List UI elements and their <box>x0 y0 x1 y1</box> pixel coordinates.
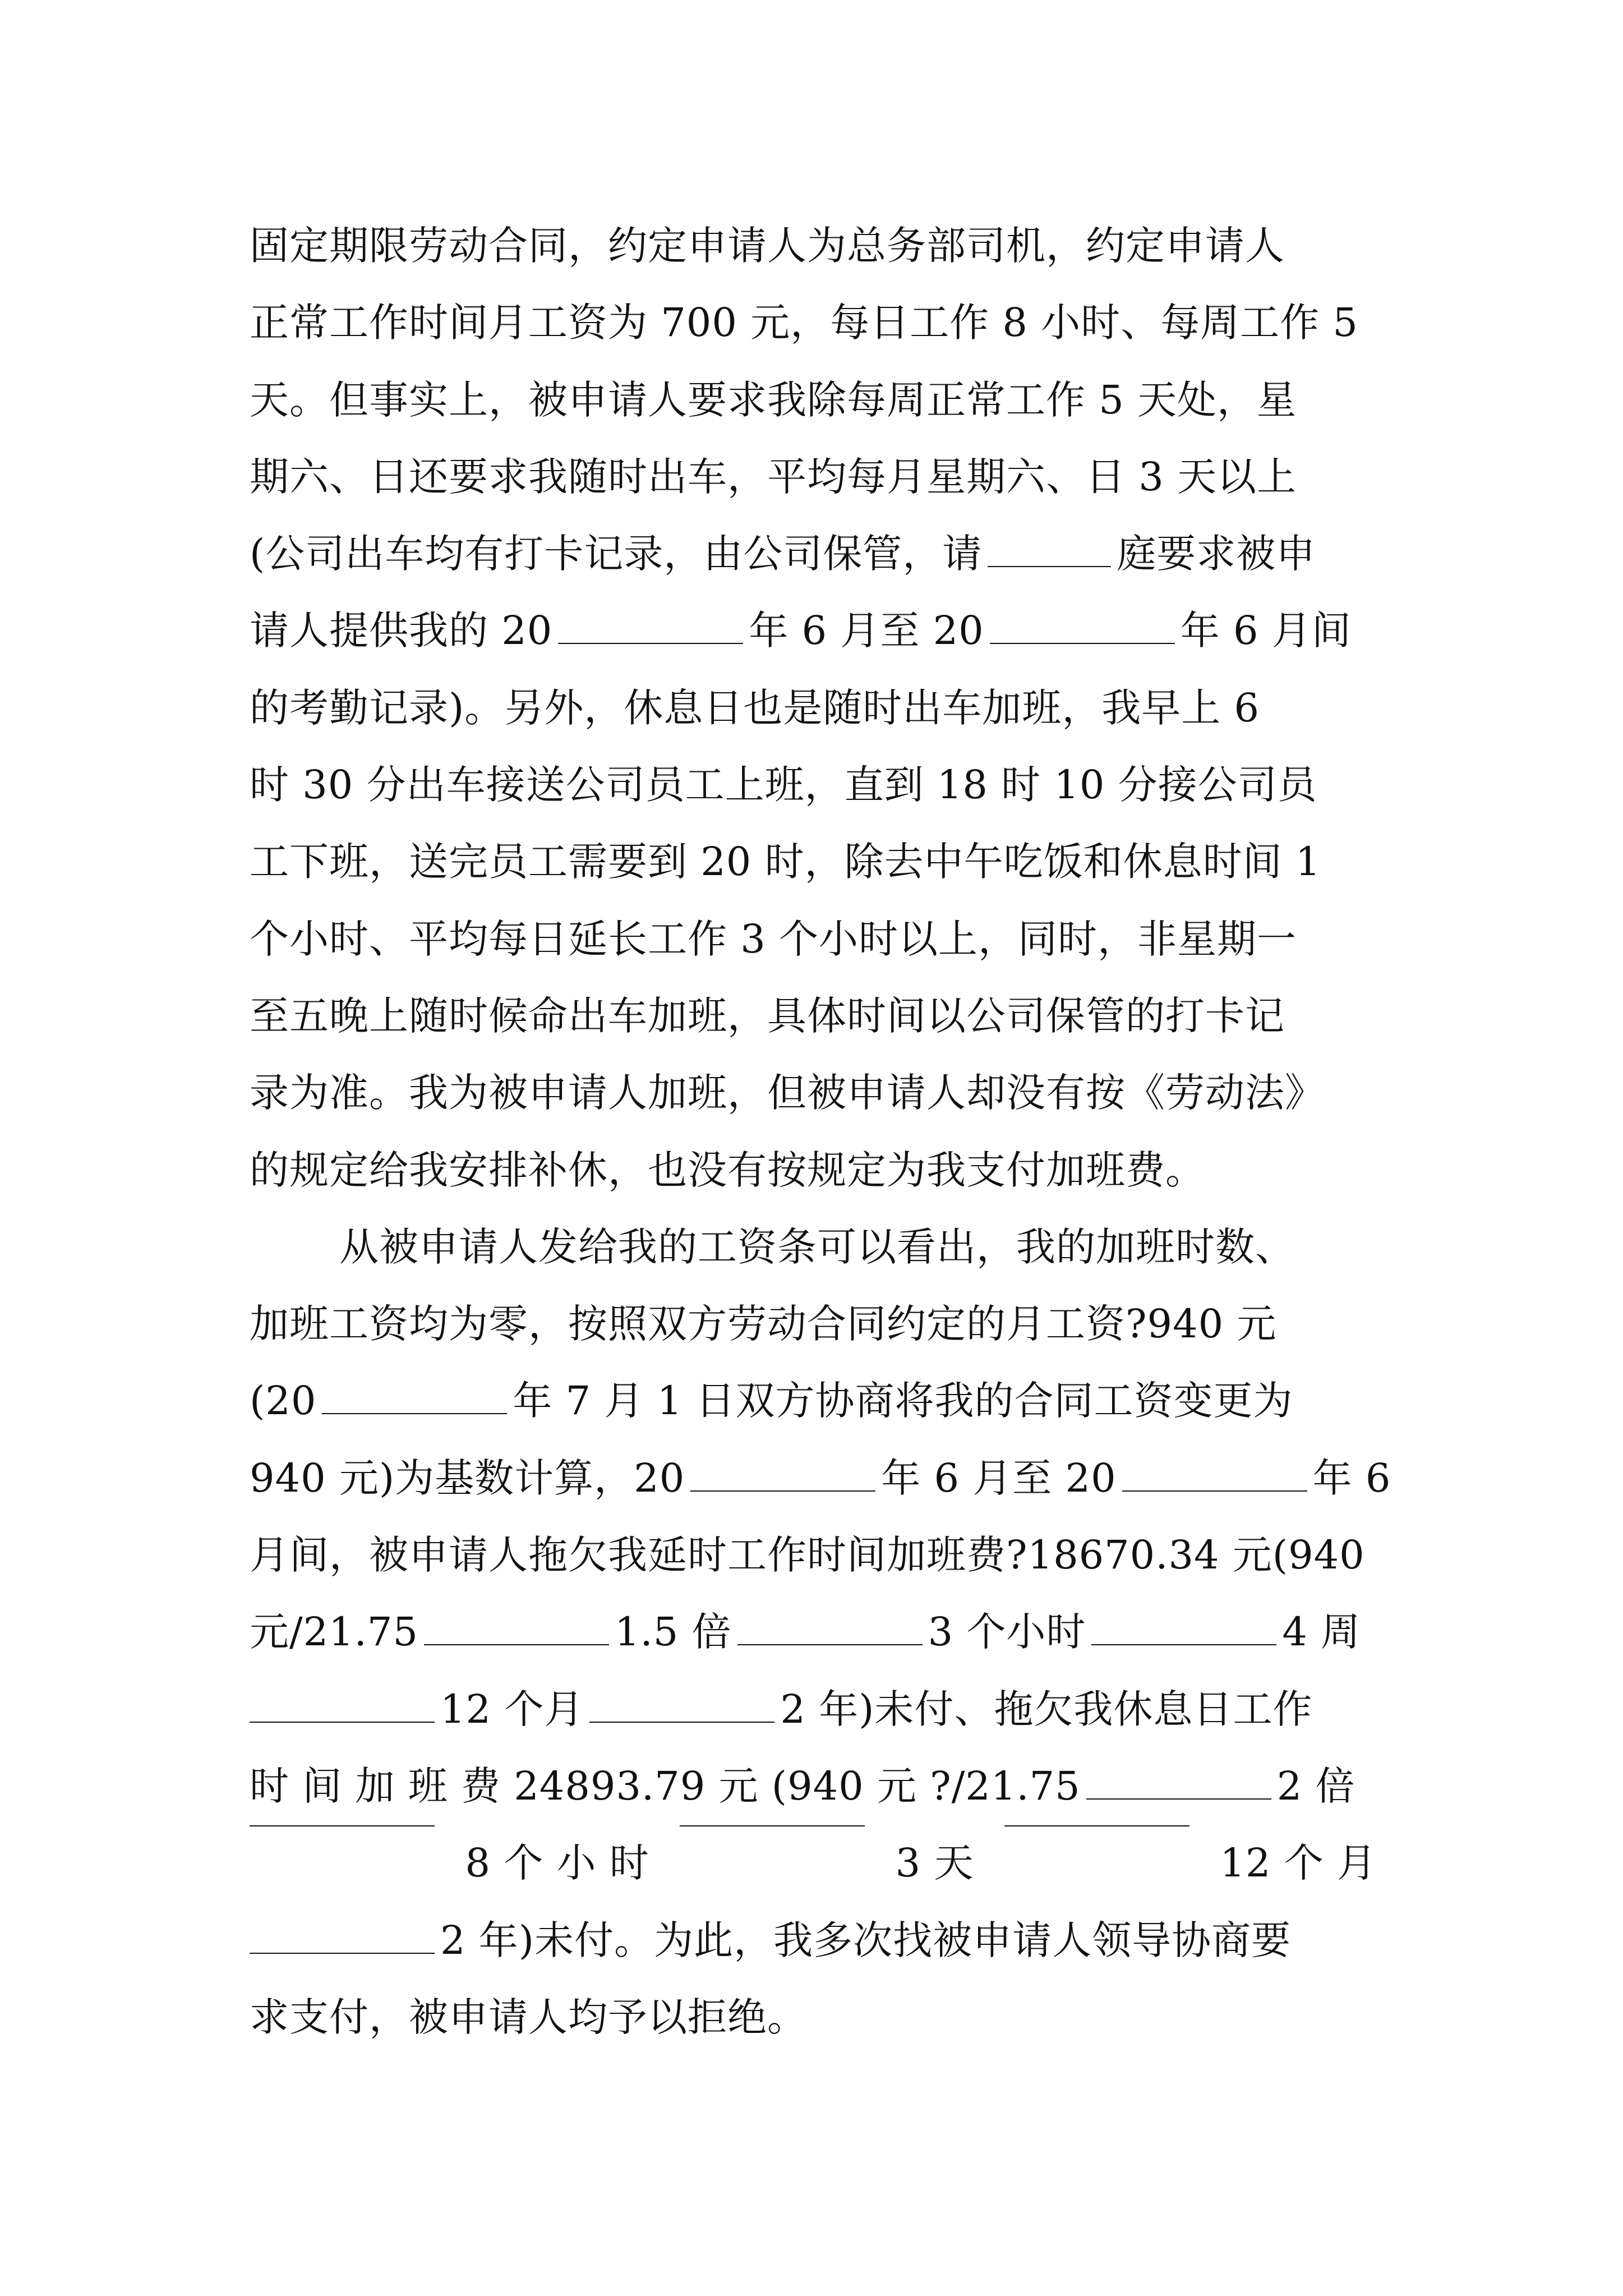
paragraph-start-line: 从被申请人发给我的工资条可以看出，我的加班时数、 <box>339 1223 1295 1270</box>
text-line: 加班工资均为零，按照双方劳动合同约定的月工资?940 元 <box>250 1301 1277 1347</box>
blank-underline <box>990 642 1175 644</box>
blank-underline <box>1091 1644 1276 1645</box>
blank-underline <box>1122 1490 1307 1492</box>
blank-underline <box>322 1412 507 1414</box>
text-line: 请人提供我的 20 年 6 月至 20 年 6 月间 <box>250 608 1352 654</box>
blank-underline <box>737 1644 923 1645</box>
text-line: 求支付，被申请人均予以拒绝。 <box>250 1994 807 2040</box>
text-line: 个小时、平均每日延长工作 3 个小时以上，同时，非星期一 <box>250 915 1297 962</box>
blank-underline <box>589 1721 774 1723</box>
text-line: (20 年 7 月 1 日双方协商将我的合同工资变更为 <box>250 1378 1293 1424</box>
text-line: 12 个月 2 年)未付、拖欠我休息日工作 <box>250 1671 1377 1748</box>
text-line: 元/21.75 1.5 倍 3 个小时 4 周 <box>250 1609 1361 1655</box>
text-line: 录为准。我为被申请人加班，但被申请人却没有按《劳动法》 <box>250 1070 1325 1116</box>
text-line: 的考勤记录)。另外，休息日也是随时出车加班，我早上 6 <box>250 684 1260 731</box>
text-line: 固定期限劳动合同，约定申请人为总务部司机，约定申请人 <box>250 223 1285 269</box>
text-line: 期六、日还要求我随时出车，平均每月星期六、日 3 天以上 <box>250 453 1297 500</box>
text-line: 工下班，送完员工需要到 20 时，除去中午吃饭和休息时间 1 <box>250 839 1321 885</box>
text-line: 时 30 分出车接送公司员工上班，直到 18 时 10 分接公司员 <box>250 762 1317 808</box>
text-line: 2 年)未付。为此，我多次找被申请人领导协商要 <box>250 1902 1377 1979</box>
blank-underline <box>1086 1798 1271 1800</box>
blank-underline <box>250 1952 435 1954</box>
blank-underline <box>988 565 1111 567</box>
text-line: (公司出车均有打卡记录，由公司保管，请 庭要求被申 <box>250 531 1316 577</box>
blank-underline <box>250 1825 435 1826</box>
blank-underline <box>558 642 743 644</box>
text-line: 月间，被申请人拖欠我延时工作时间加班费?18670.34 元(940 <box>250 1532 1365 1579</box>
blank-underline <box>680 1825 865 1826</box>
document-body <box>250 208 1391 2056</box>
text-line: 正常工作时间月工资为 700 元，每日工作 8 小时、每周工作 5 <box>250 300 1358 346</box>
blank-underline <box>690 1490 875 1492</box>
text-line: 8 个 小 时 3 天 12 个 月 <box>250 1825 1377 1902</box>
text-line: 940 元)为基数计算，20 年 6 月至 20 年 6 <box>250 1455 1391 1501</box>
text-line: 至五晚上随时候命出车加班，具体时间以公司保管的打卡记 <box>250 992 1285 1039</box>
blank-underline <box>250 1721 435 1723</box>
text-line: 的规定给我安排补休，也没有按规定为我支付加班费。 <box>250 1147 1205 1193</box>
text-line: 时 间 加 班 费 24893.79 元 (940 元 ?/21.75 2 倍 <box>250 1763 1355 1809</box>
blank-underline <box>424 1644 609 1645</box>
text-line: 天。但事实上，被申请人要求我除每周正常工作 5 天处，星 <box>250 376 1297 423</box>
blank-underline <box>1004 1825 1189 1826</box>
